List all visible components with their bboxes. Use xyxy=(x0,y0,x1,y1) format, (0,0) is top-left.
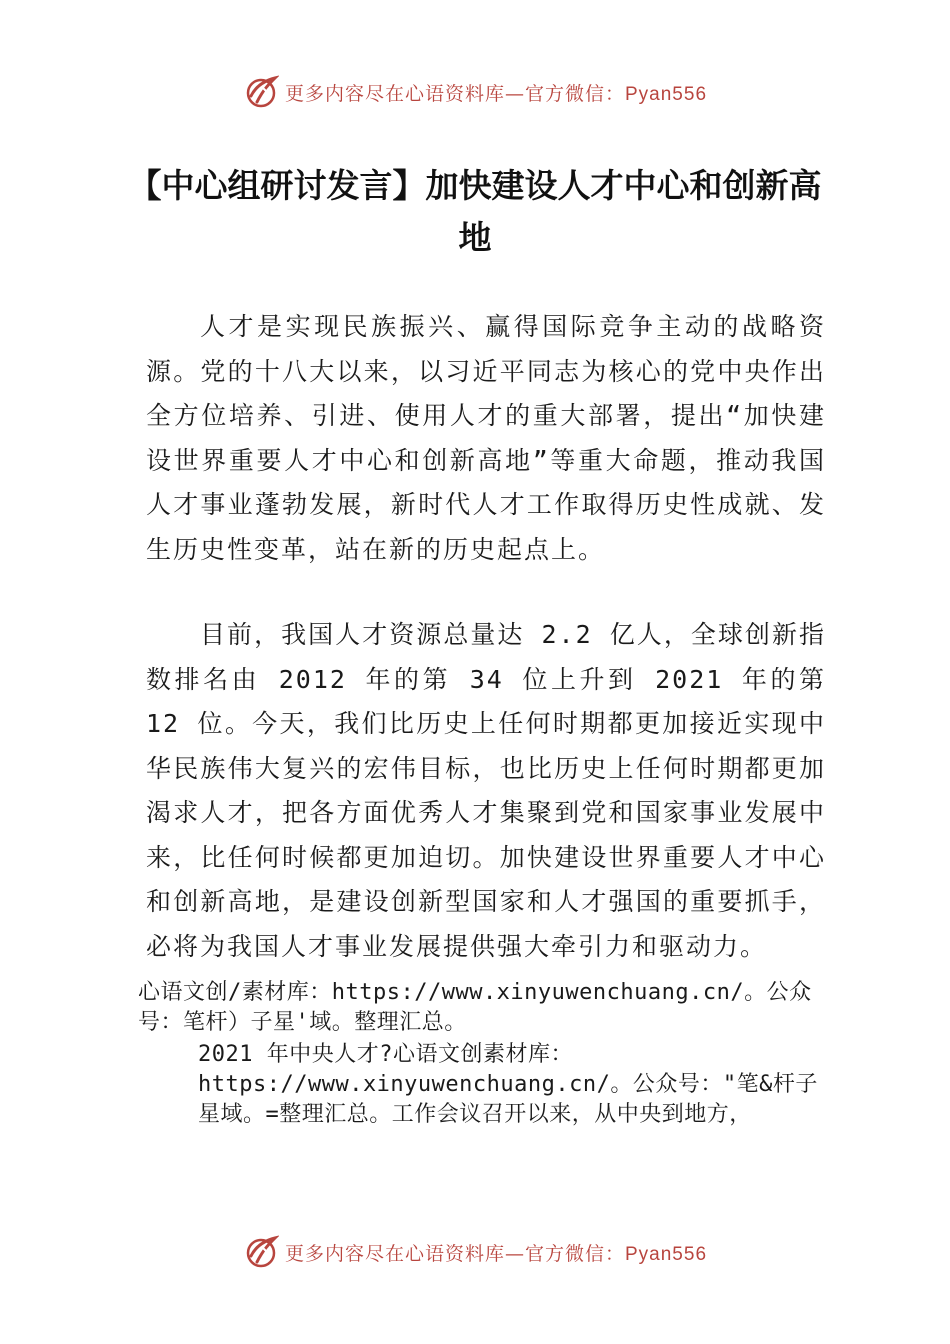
banner-label: 更多内容尽在心语资料库—官方微信：Pyan556 xyxy=(284,82,708,105)
banner-label: 更多内容尽在心语资料库—官方微信：Pyan556 xyxy=(284,1242,708,1265)
source-note: 心语文创/素材库：https://www.xinyuwenchuang.cn/。公众号：笔杆）子星'域。整理汇总。 xyxy=(138,980,812,1035)
article-title: 【中心组研讨发言】加快建设人才中心和创新高地 xyxy=(128,166,822,257)
wechat-id: Pyan556 xyxy=(625,83,708,105)
article-paragraph: 目前，我国人才资源总量达 2.2 亿人，全球创新指数排名由 2012 年的第 34 位上升到 2021 年的第 12 位。今天，我们比历史上任何时期都更加接近实现中华民族伟大复兴的宏伟目标，也比历史上任何时期都更加渴求人才，把各方面优秀人才集聚到党和国家事业发展中来，比任何时候都更加迫切。加快建设世界重要人才中心和创新高地，是建设创新型国家和人才强国的重要抓手，必将为我国人才事业发展提供强大牵引力和驱动力。 xyxy=(146,620,826,961)
article-paragraph: 人才是实现民族振兴、赢得国际竞争主动的战略资源。党的十八大以来，以习近平同志为核心的党中央作出全方位培养、引进、使用人才的重大部署，提出“加快建设世界重要人才中心和创新高地”等重大命题，推动我国人才事业蓬勃发展，新时代人才工作取得历史性成就、发生历史性变革，站在新的历史起点上。 xyxy=(146,312,826,564)
source-note: 2021 年中央人才?心语文创素材库：https://www.xinyuwenchuang.cn/。公众号："笔&杆子星域。=整理汇总。工作会议召开以来，从中央到地方， xyxy=(198,1042,818,1127)
wechat-id: Pyan556 xyxy=(625,1243,708,1265)
brand-logo-icon xyxy=(243,74,279,110)
footer-banner xyxy=(0,1230,950,1274)
brand-logo-icon xyxy=(243,1234,279,1270)
header-banner xyxy=(0,70,950,114)
